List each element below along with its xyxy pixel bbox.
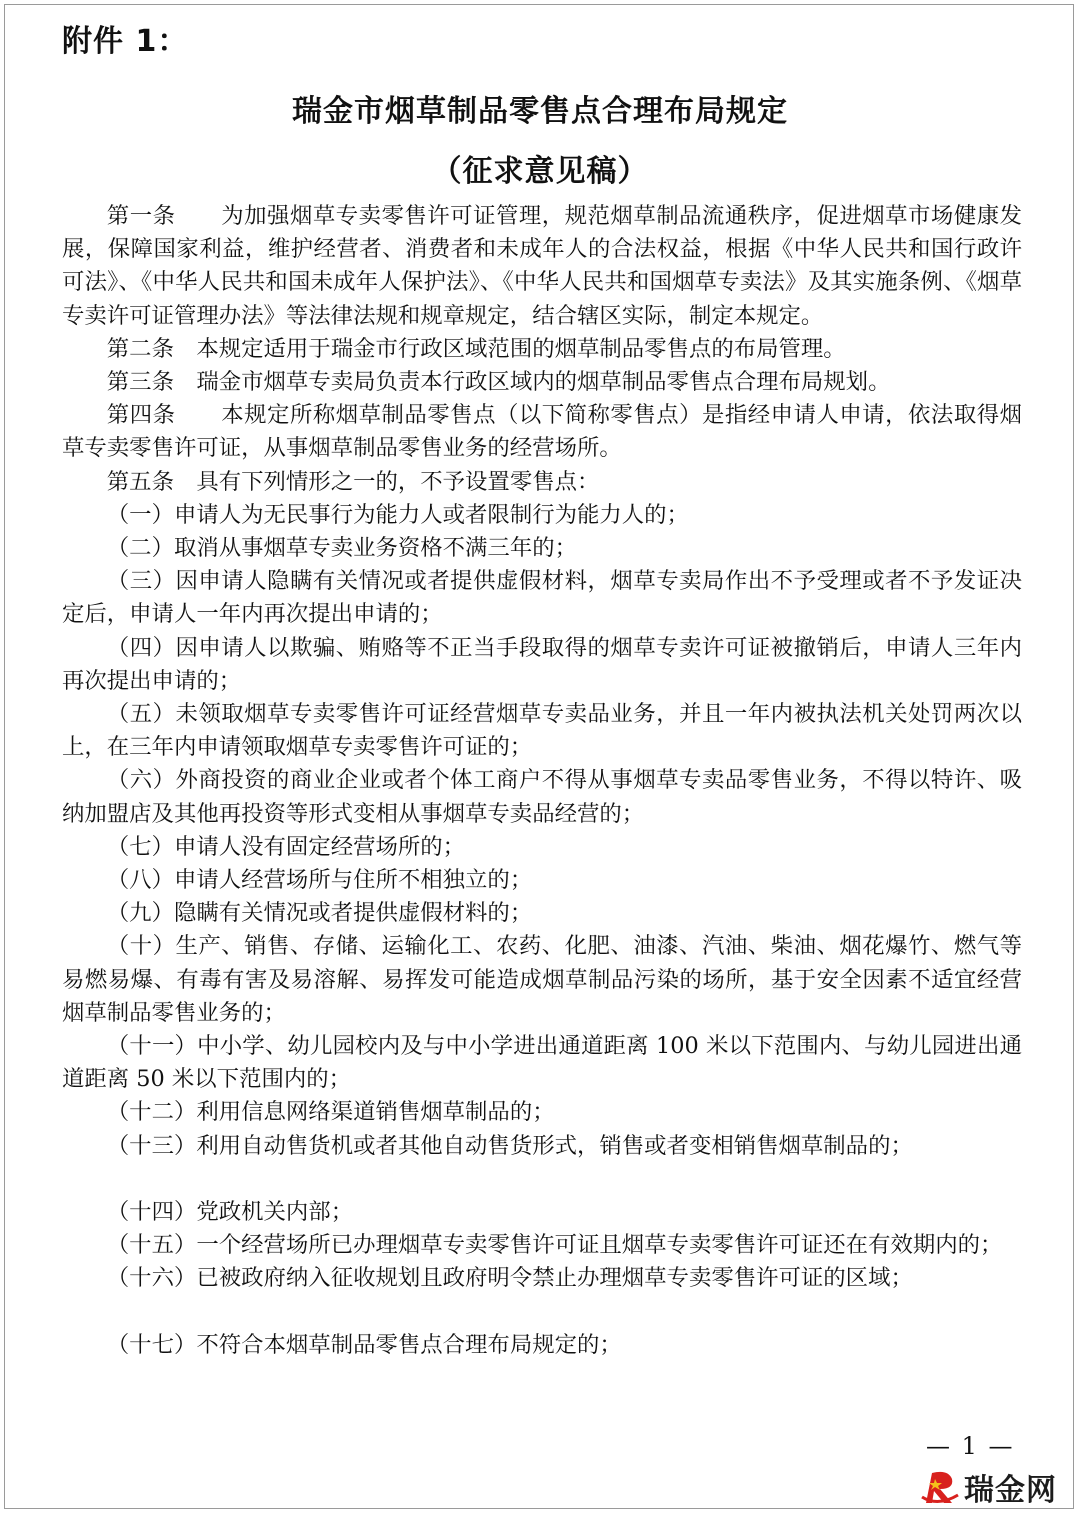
clause-12: （十二）利用信息网络渠道销售烟草制品的； (106, 1099, 555, 1126)
clause-16: （十六）已被政府纳入征收规划且政府明令禁止办理烟草专卖零售许可证的区域； (106, 1265, 913, 1292)
clause-5: （五）未领取烟草专卖零售许可证经营烟草专卖品业务，并且一年内被执法机关处罚两次以上，在三年内申请领取烟草专卖零售许可证的； (62, 701, 1022, 761)
clause-13: （十三）利用自动售货机或者其他自动售货形式，销售或者变相销售烟草制品的； (106, 1132, 913, 1159)
clause-3: （三）因申请人隐瞒有关情况或者提供虚假材料，烟草专卖局作出不予受理或者不予发证决定后，申请人一年内再次提出申请的； (62, 568, 1022, 628)
article-1: 第一条 为加强烟草专卖零售许可证管理，规范烟草制品流通秩序，促进烟草市场健康发展，保障国家利益，维护经营者、消费者和未成年人的合法权益，根据《中华人民共和国行政许可法》、《中华人民共和国未成年人保护法》、《中华人民共和国烟草专卖法》及其实施条例、《烟草专卖许可证管理办法》等法律法规和规章规定，结合辖区实际，制定本规定。 (62, 203, 1022, 329)
annex-label: 附件 1： (62, 24, 189, 59)
clause-7: （七）申请人没有固定经营场所的； (106, 833, 466, 860)
article-2: 第二条 本规定适用于瑞金市行政区域范围的烟草制品零售点的布局管理。 (106, 335, 846, 362)
watermark-text: 瑞金网 (964, 1473, 1057, 1508)
clause-14: （十四）党政机关内部； (106, 1198, 354, 1225)
clause-8: （八）申请人经营场所与住所不相独立的； (106, 867, 533, 894)
clause-17: （十七）不符合本烟草制品零售点合理布局规定的； (106, 1331, 622, 1358)
clause-9: （九）隐瞒有关情况或者提供虚假材料的； (106, 900, 533, 927)
document-title: 瑞金市烟草制品零售点合理布局规定 (292, 94, 788, 129)
article-5: 第五条 具有下列情形之一的，不予设置零售点： (106, 468, 600, 495)
watermark (918, 1466, 1076, 1508)
blank-line (62, 1296, 1022, 1329)
article-4: 第四条 本规定所称烟草制品零售点（以下简称零售点）是指经申请人申请，依法取得烟草专卖零售许可证，从事烟草制品零售业务的经营场所。 (62, 402, 1022, 462)
clause-1: （一）申请人为无民事行为能力人或者限制行为能力人的； (106, 501, 689, 528)
clause-11: （十一）中小学、幼儿园校内及与中小学进出通道距离 100 米以下范围内、与幼儿园进出通道距离 50 米以下范围内的； (62, 1033, 1022, 1093)
clause-4: （四）因申请人以欺骗、贿赂等不正当手段取得的烟草专卖许可证被撤销后，申请人三年内再次提出申请的； (62, 634, 1022, 694)
document-subtitle: （征求意见稿） (431, 154, 649, 189)
page-number: — 1 — (926, 1432, 1015, 1460)
article-3: 第三条 瑞金市烟草专卖局负责本行政区域内的烟草制品零售点合理布局规划。 (106, 369, 891, 396)
blank-line (62, 1163, 1022, 1196)
clause-10: （十）生产、销售、存储、运输化工、农药、化肥、油漆、汽油、柴油、烟花爆竹、燃气等易燃易爆、有毒有害及易溶解、易挥发可能造成烟草制品污染的场所，基于安全因素不适宜经营烟草制品零售业务的； (62, 933, 1022, 1026)
ruijin-logo-icon (918, 1467, 962, 1507)
document-body (62, 200, 1022, 1362)
clause-6: （六）外商投资的商业企业或者个体工商户不得从事烟草专卖品零售业务，不得以特许、吸纳加盟店及其他再投资等形式变相从事烟草专卖品经营的； (62, 767, 1022, 827)
clause-2: （二）取消从事烟草专卖业务资格不满三年的； (106, 535, 577, 562)
clause-15: （十五）一个经营场所已办理烟草专卖零售许可证且烟草专卖零售许可证还在有效期内的； (106, 1232, 1003, 1259)
